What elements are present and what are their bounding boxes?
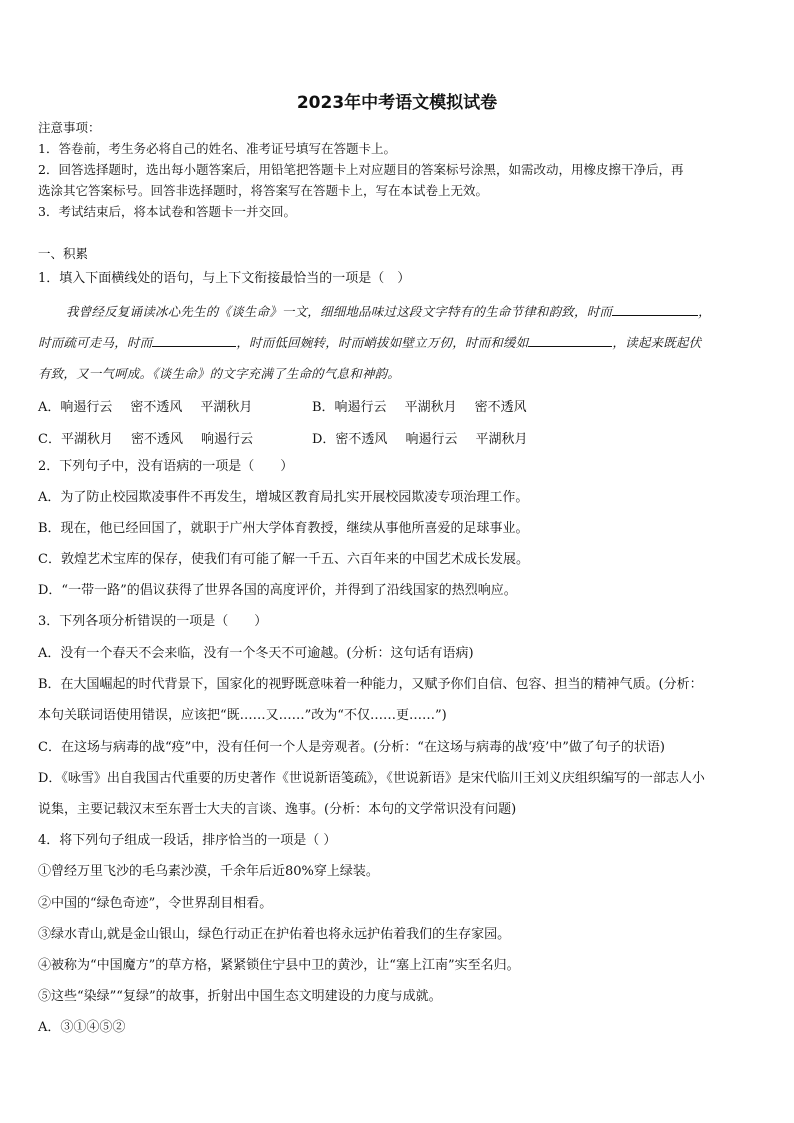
q1-option-c[interactable] [38, 428, 253, 447]
option-text: 响遏行云 [200, 432, 253, 447]
q1-passage-text: ，读起来既起伏 [612, 335, 702, 350]
q4-sentence-3: ③绿水青山,就是金山银山，绿色行动正在护佑着也将永远护佑着我们的生存家园。 [38, 927, 511, 942]
q4-sentence-2: ②中国的“绿色奇迹”，令世界刮目相看。 [38, 896, 273, 911]
option-text: 平湖秋月 [404, 400, 457, 415]
q4-sentence-4: ④被称为“中国魔方”的草方格，紧紧锁住宁县中卫的黄沙，让“塞上江南”实至名归。 [38, 958, 520, 973]
option-text: C．平湖秋月 [38, 432, 113, 447]
q2-stem: 2．下列句子中，没有语病的一项是（ ） [38, 459, 294, 474]
notice-heading: 注意事项： [38, 120, 101, 135]
option-text: B．响遏行云 [312, 400, 387, 415]
q3-option-b[interactable]: B．在大国崛起的时代背景下，国家化的视野既意味着一种能力，又赋予你们自信、包容、担当的精神气质。(分析： [38, 677, 703, 692]
q2-option-b[interactable]: B．现在，他已经回国了，就职于广州大学体育教授，继续从事他所喜爱的足球事业。 [38, 521, 529, 536]
q1-stem: 1．填入下面横线处的语句，与上下文衔接最恰当的一项是（ ） [38, 271, 411, 286]
q1-passage-line-1 [66, 302, 760, 320]
q3-option-b-cont: 本句关联词语使用错误，应该把“既……又……”改为“不仅……更……”) [38, 708, 447, 723]
q1-passage-text: 时而疏可走马，时而 [38, 335, 153, 350]
q4-sentence-1: ①曾经万里飞沙的毛乌素沙漠，千余年后近80%穿上绿装。 [38, 864, 379, 879]
option-text: A．响遏行云 [38, 400, 113, 415]
option-text: 平湖秋月 [200, 400, 253, 415]
q4-sentence-5: ⑤这些“染绿”“复绿”的故事，折射出中国生态文明建设的力度与成就。 [38, 989, 442, 1004]
page-title: 2023年中考语文模拟试卷 [296, 93, 498, 113]
q3-option-d-cont: 说集，主要记载汉末至东晋士大夫的言谈、逸事。(分析：本句的文学常识没有问题) [38, 802, 517, 817]
answer-blank-3[interactable] [528, 335, 612, 347]
q3-option-a[interactable]: A．没有一个春天不会来临，没有一个冬天不可逾越。(分析：这句话有语病) [38, 646, 474, 661]
q2-option-d[interactable]: D．“一带一路”的倡议获得了世界各国的高度评价，并得到了沿线国家的热烈响应。 [38, 583, 517, 598]
q1-passage-line-3: 有致，又一气呵成。《谈生命》的文字充满了生命的气息和神韵。 [38, 366, 401, 381]
option-text: 密不透风 [130, 432, 183, 447]
q4-option-a[interactable]: A．③①④⑤② [38, 1020, 126, 1035]
option-text: 密不透风 [130, 400, 183, 415]
answer-blank-2[interactable] [152, 335, 236, 347]
q1-passage-line-2 [38, 333, 760, 351]
section-heading: 一、积累 [38, 246, 89, 261]
notice-item-3: 3．考试结束后，将本试卷和答题卡一并交回。 [38, 204, 296, 219]
option-text: 平湖秋月 [475, 432, 528, 447]
option-text: 响遏行云 [405, 432, 458, 447]
q3-option-d[interactable]: D．《咏雪》出自我国古代重要的历史著作《世说新语笺疏》，《世说新语》是宋代临川王刘义庆组织编写的一部志人小 [38, 771, 705, 786]
q1-option-b[interactable] [312, 396, 527, 415]
option-text: D．密不透风 [312, 432, 388, 447]
q2-option-c[interactable]: C．敦煌艺术宝库的保存，使我们有可能了解一千五、六百年来的中国艺术成长发展。 [38, 552, 529, 567]
answer-blank-1[interactable] [612, 304, 698, 316]
q3-option-c[interactable]: C．在这场与病毒的战“疫”中，没有任何一个人是旁观者。(分析：“在这场与病毒的战‘疫’中”做了句子的状语) [38, 740, 665, 755]
notice-item-2: 2．回答选择题时，选出每小题答案后，用铅笔把答题卡上对应题目的答案标号涂黑，如需改动，用橡皮擦干净后，再 [38, 162, 684, 177]
q1-passage-text: ，时而低回婉转，时而峭拔如壁立万仞，时而和缓如 [236, 335, 529, 350]
option-text: 密不透风 [474, 400, 527, 415]
q2-option-a[interactable]: A．为了防止校园欺凌事件不再发生，增城区教育局扎实开展校园欺凌专项治理工作。 [38, 490, 529, 505]
q1-passage-text: 我曾经反复诵读冰心先生的《谈生命》一文，细细地品味过这段文字特有的生命节律和韵致，时而 [66, 304, 613, 319]
notice-item-2-cont: 选涂其它答案标号。回答非选择题时，将答案写在答题卡上，写在本试卷上无效。 [38, 183, 489, 198]
q1-option-d[interactable] [312, 428, 527, 447]
q1-option-a[interactable] [38, 396, 252, 415]
q4-stem: 4．将下列句子组成一段话，排序恰当的一项是（ ） [38, 833, 337, 848]
notice-item-1: 1．答卷前，考生务必将自己的姓名、准考证号填写在答题卡上。 [38, 141, 396, 156]
q1-passage-text: ， [698, 304, 711, 319]
q3-stem: 3．下列各项分析错误的一项是（ ） [38, 614, 268, 629]
